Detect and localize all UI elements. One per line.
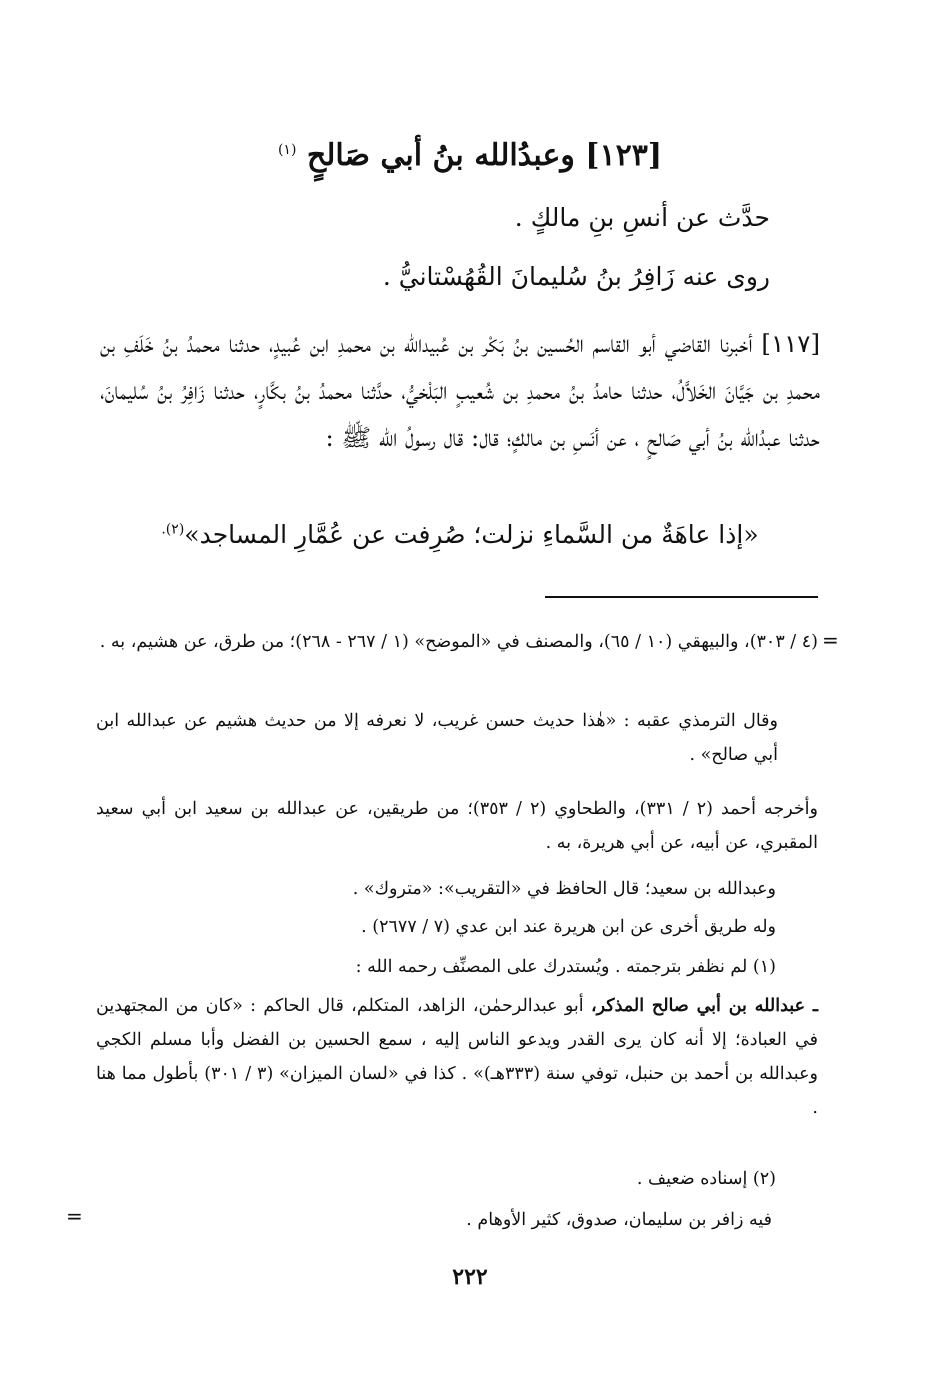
- footnote-continuation-mark: =: [822, 628, 839, 652]
- page-number: ٢٢٢: [452, 1264, 488, 1290]
- hadith-isnad: [١١٧] أخبرنا القاضي أبو القاسم الحُسين بنُ بَكْر بن عُبيدالله بن محمدِ ابن عُبيدٍ، حدثنا محمدُ بنُ خَلَفِ بن محمدِ بن جَيَّانَ الخَلاَّلُ، حدثنا حامدُ بنُ محمدِ بن شُعيبٍ البَلْخيُّ، حدَّثنا محمدُ بنُ بكَّارٍ، حدثنا زَافِرُ بنُ سُليمانَ، حدثنا عبدُالله بنُ أبي صَالحٍ ، عن أنَسِ بن مالكٍ؛ قال: قال رسولُ الله ﷺ :: [100, 329, 820, 452]
- entry-title-footnote-ref: (١): [277, 142, 297, 158]
- footnote-2: (٢) إسناده ضعيف .: [636, 1169, 776, 1189]
- hadith-matn-footnote-ref: (٢).: [161, 521, 185, 538]
- footnote-1: (١) لم نظفر بترجمته . ويُستدرك على المصنِّف رحمه الله :: [355, 957, 776, 977]
- footnote-paragraph-1: (٤ / ٣٠٣)، والبيهقي (١٠ / ٦٥)، والمصنف في «الموضح» (١ / ٢٦٧ - ٢٦٨)؛ من طرق، عن هشيم، به .: [99, 632, 818, 652]
- footnote-paragraph-6-lead: ـ عبدالله بن أبي صالح المذكر،: [590, 996, 818, 1016]
- footnote-paragraph-6-text: أبو عبدالرحمٰن، الزاهد، المتكلم، قال الحاكم : «كان من المجتهدين في العبادة؛ إلا أنه كان يرى القدر ويدعو الناس إليه ، سمع الحسين بن الفضل وأبا مسلم الكجي وعبدالله بن أحمد بن حنبل، توفي سنة (٣٣٣هـ)» . كذا في «لسان الميزان» (٣ / ٣٠١) بأطول مما هنا .: [96, 996, 818, 1118]
- footnote-separator: [545, 596, 818, 598]
- narrated-from-line: حدَّث عن أنسِ بنِ مالكٍ .: [514, 203, 770, 232]
- narrated-by-line: روى عنه زَافِرُ بنُ سُليمانَ القُهُسْتانيُّ .: [382, 262, 770, 291]
- hadith-matn-text: «إذا عاهَةٌ من السَّماءِ نزلت؛ صُرِفت عن عُمَّارِ المساجد»: [184, 520, 759, 549]
- footnote-paragraph-3: وأخرجه أحمد (٢ / ٣٣١)، والطحاوي (٢ / ٣٥٣)؛ من طريقين، عن عبدالله بن سعيد ابن أبي سعيد المقبري، عن أبيه، عن أبي هريرة، به .: [96, 799, 818, 853]
- footnote-paragraph-2: وقال الترمذي عقبه : «هٰذا حديث حسن غريب، لا نعرفه إلا من حديث هشيم عن عبدالله ابن أبي صالح» .: [96, 711, 778, 765]
- footnote-paragraph-5: وله طريق أخرى عن ابن هريرة عند ابن عدي (٧ / ٢٦٧٧) .: [361, 917, 776, 937]
- hadith-matn: [100, 520, 820, 549]
- entry-title-text: [١٢٣] وعبدُالله بنُ أبي صَالحٍ: [306, 138, 663, 173]
- entry-title: [100, 138, 840, 173]
- footnote-continuation-mark-end: =: [66, 1204, 83, 1228]
- footnote-paragraph-7: فيه زافر بن سليمان، صدوق، كثير الأوهام .: [466, 1210, 772, 1230]
- footnote-paragraph-6: [96, 989, 818, 1125]
- footnote-paragraph-4: وعبدالله بن سعيد؛ قال الحافظ في «التقريب»: «متروك» .: [352, 879, 776, 899]
